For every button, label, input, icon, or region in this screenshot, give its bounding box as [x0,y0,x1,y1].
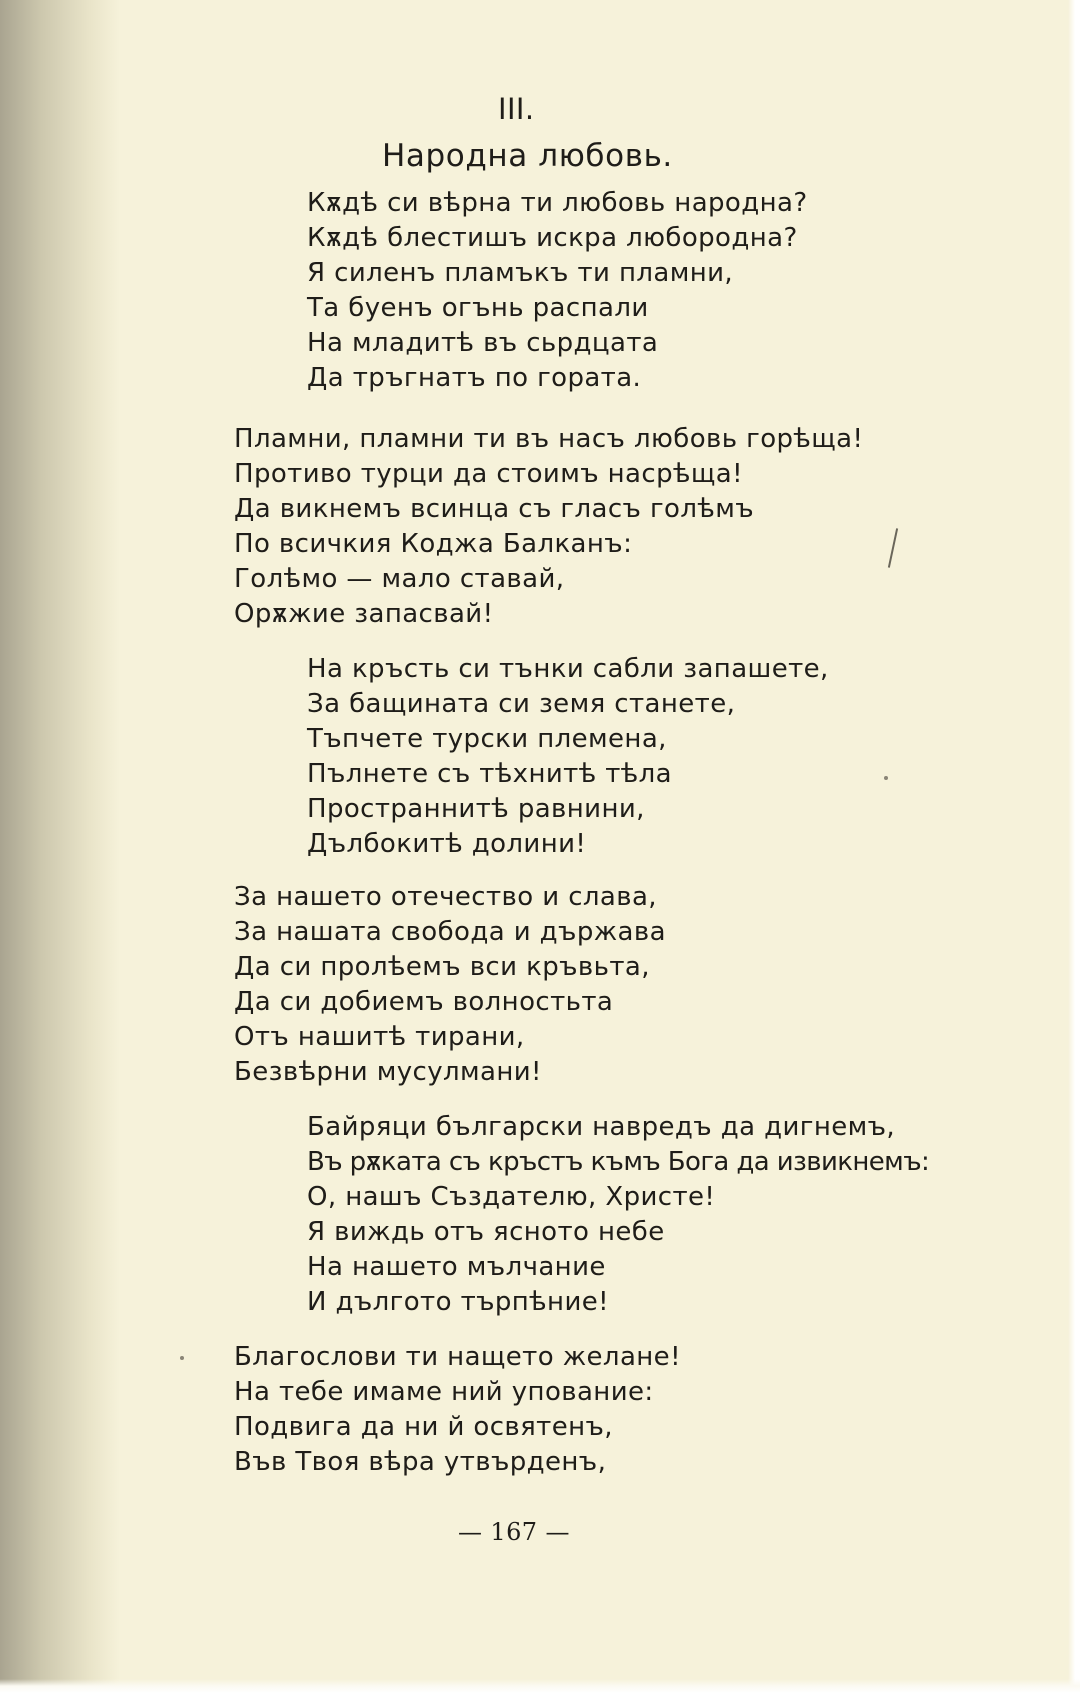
stanza-4-line-2: За нашата свобода и държава [234,917,666,947]
stanza-3-line-5: Пространнитѣ равнини, [307,794,645,824]
stanza-1-line-4: Та буенъ огънь распали [307,293,649,323]
paper-speck [884,776,888,780]
stanza-6-line-1: Благослови ти нащето желане! [234,1342,681,1372]
stanza-1-line-2: Кѫдѣ блестишъ искра любородна? [307,223,798,253]
stanza-1-line-6: Да тръгнатъ по гората. [307,363,642,393]
stanza-3-line-6: Дълбокитѣ долини! [307,829,587,859]
stanza-3-line-2: За бащината си земя станете, [307,689,736,719]
stanza-4-line-6: Безвѣрни мусулмани! [234,1057,542,1087]
page-edge-bottom [0,1679,1080,1693]
stanza-5-line-5: На нашето мълчание [307,1252,606,1282]
stanza-3-line-4: Пълнете съ тѣхнитѣ тѣла [307,759,673,789]
binding-shadow [0,0,120,1693]
stanza-2-line-4: По всичкия Коджа Балканъ: [234,529,633,559]
stanza-2-line-5: Голѣмо — мало ставай, [234,564,565,594]
stanza-5-line-2: Въ рѫката съ кръстъ къмъ Бога да извикнемъ: [307,1147,930,1177]
stanza-5-line-4: Я виждь отъ ясното небе [307,1217,665,1247]
stanza-3-line-1: На кръсть си тънки сабли запашете, [307,654,829,684]
stanza-2-line-3: Да викнемъ всинца съ гласъ голѣмъ [234,494,754,524]
stanza-6-line-3: Подвига да ни й освятенъ, [234,1412,613,1442]
stanza-4-line-3: Да си пролѣемъ вси кръвьта, [234,952,650,982]
stanza-4-line-1: За нашето отечество и слава, [234,882,657,912]
paper-speck [180,1356,184,1360]
section-number: III. [498,92,535,126]
stanza-2-line-6: Орѫжие запасвай! [234,599,494,629]
stanza-6-line-2: На тебе имаме ний упование: [234,1377,654,1407]
stanza-1-line-5: На младитѣ въ сьрдцата [307,328,659,358]
stanza-5-line-1: Байряци български навредъ да дигнемъ, [307,1112,896,1142]
stanza-3-line-3: Тъпчете турски племена, [307,724,667,754]
stanza-2-line-2: Противо турци да стоимъ насрѣща! [234,459,743,489]
stanza-1-line-1: Кѫдѣ си вѣрна ти любовь народна? [307,188,808,218]
poem-title: Народна любовь. [382,138,673,174]
stanza-4-line-5: Отъ нашитѣ тирани, [234,1022,525,1052]
stanza-5-line-6: И дългото търпѣние! [307,1287,609,1317]
page-edge-right [1068,0,1080,1693]
stanza-5-line-3: О, нашъ Създателю, Христе! [307,1182,716,1212]
stanza-1-line-3: Я силенъ пламъкъ ти пламни, [307,258,734,288]
stanza-2-line-1: Пламни, пламни ти въ насъ любовь горѣща! [234,424,864,454]
pencil-mark [888,528,898,568]
stanza-6-line-4: Във Твоя вѣра утвърденъ, [234,1447,607,1477]
stanza-4-line-4: Да си добиемъ волностьта [234,987,614,1017]
page-number: — 167 — [458,1518,570,1546]
